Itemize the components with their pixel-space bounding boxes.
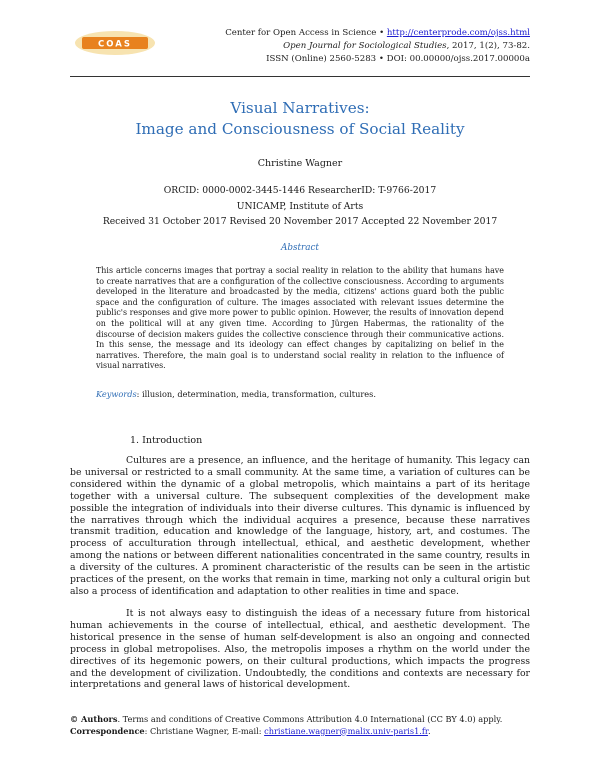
- orcid: ORCID: 0000-0002-3445-1446 ResearcherID: T-9766-2017: [163, 185, 437, 196]
- abstract-heading: Abstract: [281, 243, 319, 253]
- correspondence-label: Correspondence: [70, 725, 145, 736]
- header-org: Center for Open Access in Science •: [225, 28, 387, 38]
- keywords: [96, 389, 504, 399]
- title-line-1: Visual Narratives:: [230, 99, 370, 117]
- article-dates: Received 31 October 2017 Revised 20 November 2017 Accepted 22 November 2017: [102, 216, 498, 227]
- header-rule: [70, 76, 530, 77]
- email-link[interactable]: christiane.wagner@malix.univ-paris1.fr: [264, 725, 428, 736]
- coas-logo: [74, 30, 156, 56]
- license-terms: . Terms and conditions of Creative Commons Attribution 4.0 International (CC BY 4.0) apply.: [117, 714, 503, 724]
- logo-text: COAS: [98, 39, 132, 50]
- journal-header: [225, 27, 530, 66]
- footer-period: .: [427, 725, 431, 736]
- keywords-list: : illusion, determination, media, transformation, cultures.: [136, 389, 376, 399]
- footer-notes: [70, 714, 530, 737]
- journal-details: , 2017, 1(2), 73-82.: [446, 41, 530, 51]
- journal-url-link[interactable]: http://centerprode.com/ojss.html: [386, 28, 530, 38]
- article-title: [0, 98, 600, 140]
- article-meta: [0, 183, 600, 230]
- author-name: Christine Wagner: [257, 158, 343, 169]
- title-line-2: Image and Consciousness of Social Reality: [135, 120, 465, 138]
- journal-name: Open Journal for Sociological Studies: [283, 41, 447, 51]
- paragraph-1: Cultures are a presence, an influence, and the heritage of humanity. This legacy can be universal or restricted to a small community. At the same time, a variation of cultures can be considered within the dynamic of a global metropolis, which maintains a part of its heritage together with a universal culture. The subsequent complexities of the development make possible the integration of individuals into their diverse cultures. This dynamic is influenced by the narratives through which the individual acquires a presence, because these narratives transmit tradition, education and knowledge of the language, history, art, and costumes. The process of acculturation through intellectual, ethical, and aesthetic development, whether among the nations or between different nationalities concentrated in the same country, results in a diversity of the cultures. A prominent characteristic of the results can be seen in the artistic practices of the present, on the works that remain in time, marking not only a cultural origin but also a process of identification and adaptation to other realities in time and space.: [70, 455, 530, 597]
- issn-doi: ISSN (Online) 2560-5283 • DOI: 00.00000/ojss.2017.00000a: [266, 54, 530, 64]
- copyright: © Authors: [70, 714, 118, 724]
- keywords-label: Keywords: [96, 389, 137, 399]
- section-heading: 1. Introduction: [130, 435, 203, 446]
- affiliation: UNICAMP, Institute of Arts: [236, 200, 364, 212]
- abstract-text: This article concerns images that portray a social reality in relation to the ability that humans have to create narratives that are a configuration of the collective consciousness. According to arguments developed in the literature and broadcasted by the media, citizens' actions guard both the public space and the configuration of culture. The images associated with relevant issues determine the public's responses and give more power to public opinion. However, the results of innovation depend on the political will at any given time. According to Jürgen Habermas, the rationality of the discourse of decision makers guides the collective conscience through their communicative actions. In this sense, the message and its ideology can effect changes by capitalizing on belief in the narratives. Therefore, the main goal is to understand social reality in relation to the influence of visual narratives.: [96, 266, 504, 371]
- correspondence-text: : Christiane Wagner, E-mail:: [144, 725, 265, 736]
- paragraph-2: It is not always easy to distinguish the ideas of a necessary future from historical human achievements in the course of intellectual, ethical, and aesthetic development. The historical presence in the sense of human self-development is also an ongoing and connected process in global metropolises. Also, the metropolis imposes a rhythm on the world under the directives of its hegemonic powers, on their cultural productions, which impacts the progress and the development of civilization. Undoubtedly, the conditions and contexts are necessary for interpretations and general laws of historical development.: [70, 608, 530, 691]
